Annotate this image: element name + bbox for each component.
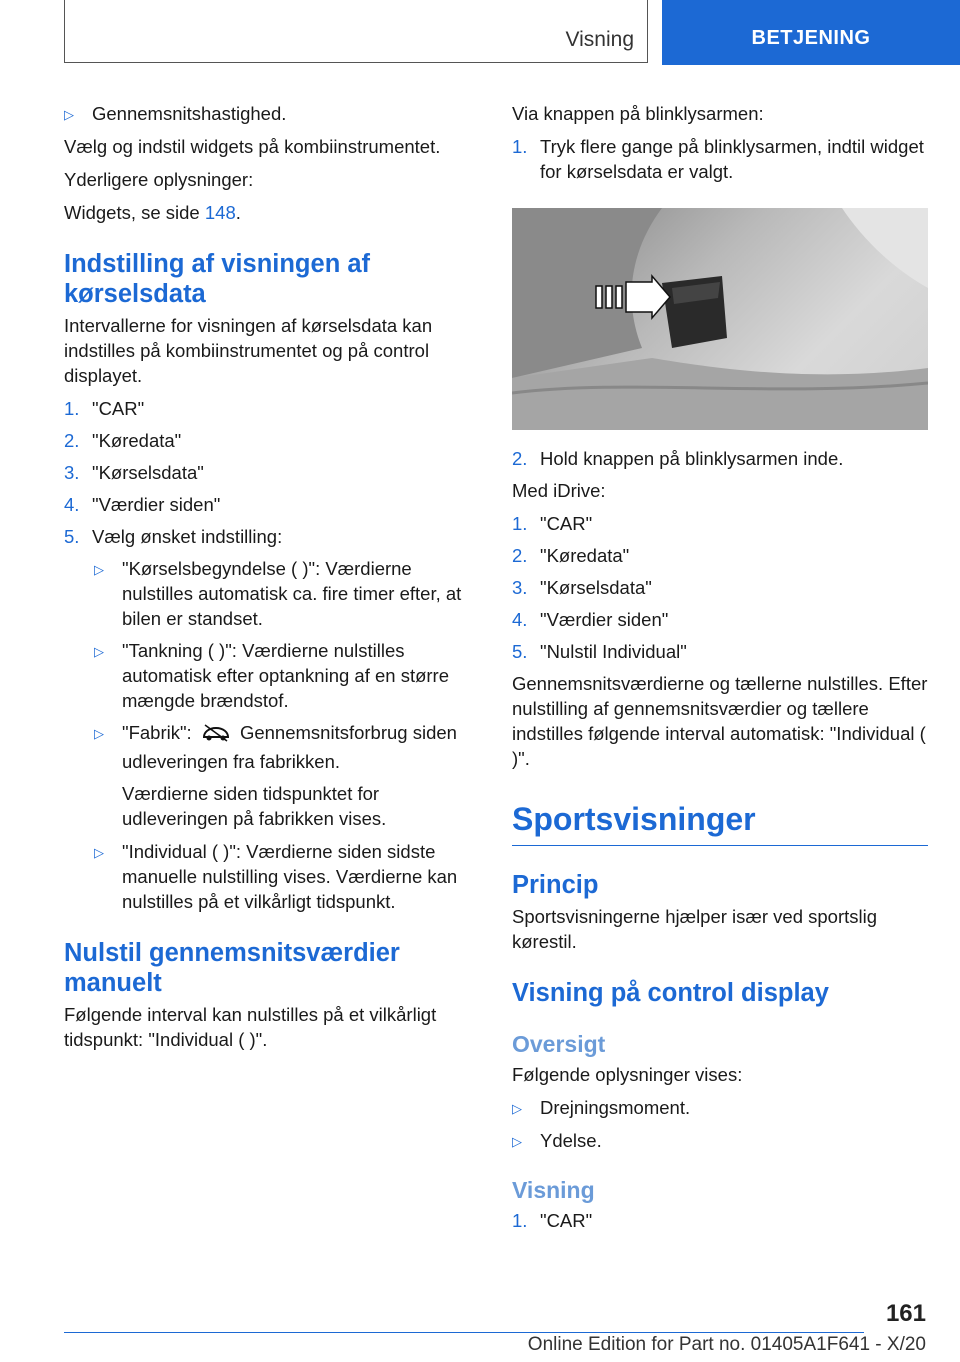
paragraph: Følgende oplysninger vises: — [512, 1064, 743, 1085]
list-item: 1. "CAR" — [512, 1210, 593, 1231]
paragraph: Vælg og indstil widgets på kombiinstrumentet. — [64, 136, 441, 157]
heading-overview: Oversigt — [512, 1031, 606, 1057]
list-item: 3. "Kørselsdata" — [512, 577, 652, 598]
list-item: ▷ "Tankning ( )": Værdierne nulstilles automatisk efter optankning af en større mængde brændstof. — [94, 640, 450, 711]
triangle-bullet-icon: ▷ — [94, 644, 104, 659]
heading-visning: Visning — [512, 1177, 595, 1203]
triangle-bullet-icon: ▷ — [512, 1101, 522, 1116]
page-number: 161 — [885, 1300, 926, 1327]
heading-control-display: Visning på control display — [512, 979, 829, 1007]
triangle-bullet-icon: ▷ — [94, 562, 104, 577]
list-item: 4. "Værdier siden" — [512, 609, 669, 630]
turn-signal-lever-photo — [512, 208, 928, 430]
footer-edition: Online Edition for Part no. 01405A1F641 - X/20 — [527, 1334, 926, 1355]
page-link[interactable]: 148 — [204, 202, 236, 223]
triangle-bullet-icon: ▷ — [94, 845, 104, 860]
paragraph: Værdierne siden tidspunktet for udleveringen på fabrikken vises. — [122, 783, 387, 829]
list-item: ▷ "Individual ( )": Værdierne siden sidste manuelle nulstilling vises. Værdierne kan nulstilles på et vilkårligt tidspunkt. — [94, 841, 458, 912]
heading-reset: Nulstil gennemsnitsværdier manuelt — [64, 939, 400, 997]
list-item: 2. "Køredata" — [512, 545, 630, 566]
paragraph: Med iDrive: — [512, 480, 606, 501]
list-item: 5. "Nulstil Individual" — [512, 641, 687, 662]
list-item: ▷ "Fabrik": Gennemsnitsforbrug siden udleveringen fra fabrikken. — [94, 722, 457, 772]
paragraph: Sportsvisningerne hjælper især ved sportslig kørestil. — [512, 906, 878, 952]
list-item: 1. Tryk flere gange på blinklysarmen, indtil widget for kørselsdata er valgt. — [512, 136, 924, 182]
section-title: Visning — [565, 28, 634, 51]
left-column — [64, 101, 482, 1060]
heading-sport: Sportsvisninger — [512, 799, 928, 846]
list-item: 5. Vælg ønsket indstilling: — [64, 526, 283, 547]
list-item: 2. "Køredata" — [64, 430, 182, 451]
list-item: 3. "Kørselsdata" — [64, 462, 204, 483]
factory-car-icon — [201, 723, 231, 749]
heading-princip: Princip — [512, 871, 599, 899]
list-item: ▷ Gennemsnitshastighed. — [64, 101, 482, 127]
list-item: 1. "CAR" — [64, 398, 145, 419]
right-column — [512, 101, 928, 1240]
paragraph: Følgende interval kan nulstilles på et vilkårligt tidspunkt: "Individual ( )". — [64, 1004, 437, 1050]
list-item: ▷ Drejningsmoment. — [512, 1095, 928, 1121]
paragraph: Via knappen på blinklysarmen: — [512, 103, 764, 124]
triangle-bullet-icon: ▷ — [94, 726, 104, 741]
paragraph: Gennemsnitsværdierne og tællerne nulstilles. Efter nulstilling af gennemsnitsværdier og tællere indstilles følgende interval automatisk: "Individual ( )". — [512, 673, 928, 769]
heading-display-settings: Indstilling af visningen af kørselsdata — [64, 250, 371, 308]
list-item: 1. "CAR" — [512, 513, 593, 534]
paragraph: Widgets, se side 148. — [64, 202, 241, 223]
paragraph: Intervallerne for visningen af kørselsdata kan indstilles på kombiinstrumentet og på control displayet. — [64, 315, 433, 386]
list-item: ▷ "Kørselsbegyndelse ( )": Værdierne nulstilles automatisk ca. fire timer efter, at bilen er standset. — [94, 558, 462, 629]
triangle-bullet-icon: ▷ — [64, 107, 74, 122]
list-item: 2. Hold knappen på blinklysarmen inde. — [512, 448, 844, 469]
list-item: 4. "Værdier siden" — [64, 494, 221, 515]
header-box — [64, 0, 648, 63]
list-item: ▷ Ydelse. — [512, 1128, 928, 1154]
footer-divider — [64, 1332, 864, 1333]
paragraph: Yderligere oplysninger: — [64, 169, 254, 190]
chapter-tab: BETJENING — [662, 0, 960, 65]
triangle-bullet-icon: ▷ — [512, 1134, 522, 1149]
